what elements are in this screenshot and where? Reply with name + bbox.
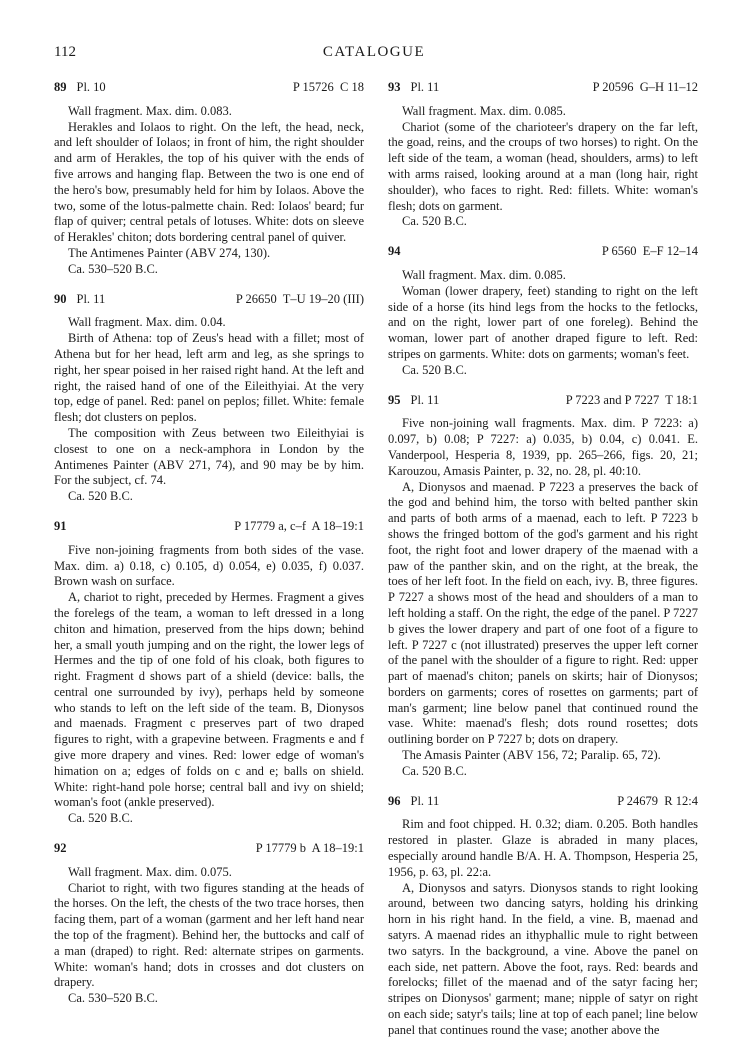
entry-paragraph: Herakles and Iolaos to right. On the left, the head, neck, and left shoulder of Iolaos; in front of him, the right shoulder and arm of Herakles, the top of his quiver with the ends of five arrows and hanging flap. Between the two is one end of the hero's bow, presumably held for him by Iolaos. Above the two, some of the lotus-palmette chain. Red: Iolaos' beard; fur flap of quiver; central petals of lotuses. White: dots on sleeve of Herakles' chiton; dots bordering central panel of quiver. bbox=[54, 119, 364, 245]
entry-paragraph: Five non-joining fragments from both sides of the vase. Max. dim. a) 0.18, c) 0.105, d) 0.054, e) 0.035, f) 0.037. Brown wash on surface. bbox=[54, 542, 364, 589]
entry-paragraph: Five non-joining wall fragments. Max. dim. P 7223: a) 0.097, b) 0.08; P 7227: a) 0.035, b) 0.04, c) 0.041. E. Vanderpool, Hesperia 8, 1939, pp. 265–266, figs. 20, 21; Karouzou, Amasis Painter, p. 32, no. 28, pl. 40:10. bbox=[388, 416, 698, 478]
entry-heading bbox=[54, 519, 364, 535]
entry-heading bbox=[54, 292, 364, 308]
inventory-reference: P 6560 E–F 12–14 bbox=[601, 244, 698, 259]
entry-paragraph: The composition with Zeus between two Eileithyiai is closest to one on a neck-amphora in London by the Antimenes Painter (ABV 271, 74), and 90 may be by him. For the subject, cf. 74. bbox=[54, 425, 364, 488]
plate-reference: Pl. 11 bbox=[410, 392, 440, 407]
entry-paragraph: Wall fragment. Max. dim. 0.085. bbox=[402, 103, 566, 118]
plate-reference: Pl. 11 bbox=[410, 793, 440, 808]
entry-paragraph: Ca. 520 B.C. bbox=[68, 489, 133, 504]
inventory-reference: P 17779 a, c–f A 18–19:1 bbox=[234, 518, 364, 533]
entry-paragraph: Woman (lower drapery, feet) standing to right on the left side of a horse (its hind legs from the hocks to the fetlocks, and on the right, lower part of one foreleg). Behind the woman, lower part of another draped figure to left. Red: stripes on garments. White: dots on garments; woman's feet. bbox=[388, 283, 698, 361]
entry-heading bbox=[54, 80, 364, 96]
entry-paragraph: Wall fragment. Max. dim. 0.083. bbox=[68, 103, 232, 118]
left-column bbox=[54, 80, 364, 1021]
catalogue-entry bbox=[54, 80, 364, 278]
entry-number: 90 bbox=[54, 291, 67, 306]
plate-reference: Pl. 10 bbox=[76, 80, 106, 94]
entry-paragraph: Ca. 520 B.C. bbox=[68, 811, 133, 826]
entry-paragraph: Chariot (some of the charioteer's drapery on the far left, the goad, reins, and the croups of two horses) to right. On the left side of the team, a woman (head, shoulders, arms) to left with arms raised, looking around at a man (long hair, right shoulder), who faces to right. Red: fillets. White: woman's flesh; dots on garment. bbox=[388, 119, 698, 213]
catalogue-entry bbox=[388, 80, 698, 230]
entry-heading bbox=[388, 393, 698, 409]
catalogue-entry bbox=[388, 393, 698, 780]
entry-paragraph: Ca. 530–520 B.C. bbox=[68, 261, 158, 276]
catalogue-entry bbox=[388, 244, 698, 378]
catalogue-entry bbox=[388, 794, 698, 1039]
entry-paragraph: Wall fragment. Max. dim. 0.075. bbox=[68, 864, 232, 879]
inventory-reference: P 24679 R 12:4 bbox=[617, 793, 698, 808]
entry-paragraph: A, chariot to right, preceded by Hermes. Fragment a gives the forelegs of the team, a woman to left dressed in a long chiton and himation, preserved from the hips down; behind her, a small youth jumping and on the right, the lower legs of Hermes and the tip of one fold of his cloak, both figures to right. Fragment d shows part of a shield (device: balls, the central one surrounded by ivy), perhaps held by someone who stands to left on the left side of the team. B, Dionysos and maenads. Fragment c preserves part of two draped figures to right, with a grapevine between. Fragments e and f give more drapery and vines. Red: lower edge of woman's himation on a; edges of folds on c and e; balls on shield. White: right-hand pole horse; central ball and ivy on shield; woman's foot (ankle preserved). bbox=[54, 590, 364, 810]
entry-paragraph: Ca. 530–520 B.C. bbox=[68, 991, 158, 1006]
entry-paragraph: A, Dionysos and maenad. P 7223 a preserves the back of the god and behind him, the torso with belted panther skin and parts of both arms of a maenad, each to left. P 7223 b shows the fringed bottom of the god's garment and his right foot, the right foot and lower drapery of the maenad with a paw of the panther skin, and on the right, at the break, the toes of her left foot. In the field on each, ivy. B, three figures. P 7227 a shows most of the head and shoulders of a man to left holding a staff. On the right, the edge of the panel. P 7227 b gives the lower drapery and part of one foot of a figure to left. P 7227 c (not illustrated) preserves the upper left corner of the panel with the shoulder of a figure to right. Red: upper part of maenad's chiton; panels on skirts; hair of Dionysos; borders on garments; cores of rosettes on garments; part of man's garment; line below panel that continued round the vase. White: maenad's flesh; dots round rosettes; dots outlining border on P 7227 b; dots on drapery. bbox=[388, 479, 698, 747]
page-header bbox=[54, 44, 694, 64]
entry-paragraph: Chariot to right, with two figures standing at the heads of the horses. On the left, the chests of the two trace horses, then facing them, part of a woman (garment and her left hand near the top of the fragment). Behind her, the buttocks and calf of a man (draped) to right. Red: alternate stripes on garments. White: woman's hand; dots in crosses and dot clusters on drapery. bbox=[54, 880, 364, 990]
entry-heading bbox=[388, 794, 698, 810]
entry-heading bbox=[388, 244, 698, 260]
entry-paragraph: Ca. 520 B.C. bbox=[402, 362, 467, 377]
inventory-reference: P 15726 C 18 bbox=[292, 80, 364, 94]
inventory-reference: P 7223 and P 7227 T 18:1 bbox=[565, 392, 698, 407]
entry-paragraph: Birth of Athena: top of Zeus's head with a fillet; most of Athena but for her head, left arm and leg, as she springs to right, her spear poised in her raised right hand. At the left and right, the raised hand of one of the Eileithyiai. At the very top, edge of panel. Red: panel on peplos; fillet. White: female flesh; dot clusters on peplos. bbox=[54, 331, 364, 425]
right-column bbox=[388, 80, 698, 1053]
catalogue-entry bbox=[54, 841, 364, 1007]
entry-number: 93 bbox=[388, 80, 401, 94]
inventory-reference: P 20596 G–H 11–12 bbox=[592, 80, 698, 94]
entry-paragraph: Ca. 520 B.C. bbox=[402, 214, 467, 229]
plate-reference: Pl. 11 bbox=[410, 80, 440, 94]
inventory-reference: P 17779 b A 18–19:1 bbox=[255, 841, 364, 856]
catalogue-entry bbox=[54, 519, 364, 827]
entry-number: 94 bbox=[388, 244, 401, 259]
entry-number: 89 bbox=[54, 80, 67, 94]
entry-number: 91 bbox=[54, 518, 67, 533]
entry-paragraph: Ca. 520 B.C. bbox=[402, 763, 467, 778]
entry-paragraph: The Antimenes Painter (ABV 274, 130). bbox=[68, 245, 271, 260]
entry-heading bbox=[54, 841, 364, 857]
running-title: CATALOGUE bbox=[322, 44, 426, 60]
catalogue-entry bbox=[54, 292, 364, 505]
inventory-reference: P 26650 T–U 19–20 (III) bbox=[235, 291, 364, 306]
entry-number: 96 bbox=[388, 793, 401, 808]
entry-paragraph: Wall fragment. Max. dim. 0.085. bbox=[402, 267, 566, 282]
entry-heading bbox=[388, 80, 698, 96]
entry-paragraph: Wall fragment. Max. dim. 0.04. bbox=[68, 315, 226, 330]
entry-paragraph: A, Dionysos and satyrs. Dionysos stands to right looking around, between two dancing satyrs, holding his drinking horn in his right hand. In the field, a vine. B, maenad and satyrs. A maenad rides an ithyphallic mule to right between two satyrs. In the background, a vine. Above the panel on each side, net pattern. Above the foot, rays. Red: beards and forelocks; fillet of the maenad and of the satyr facing her; stripes on Dionysos' garment; mane; nipple of satyr on right on each side; satyr's tails; line at top of each panel; line below panel that continues round the vase; another above the bbox=[388, 880, 698, 1037]
entry-paragraph: The Amasis Painter (ABV 156, 72; Paralip. 65, 72). bbox=[402, 748, 661, 763]
plate-reference: Pl. 11 bbox=[76, 291, 106, 306]
entry-number: 95 bbox=[388, 392, 401, 407]
page-number: 112 bbox=[54, 44, 76, 60]
entry-paragraph: Rim and foot chipped. H. 0.32; diam. 0.205. Both handles restored in plaster. Glaze is abraded in many places, especially around handle B/A. H. A. Thompson, Hesperia 25, 1956, p. 63, pl. 22:a. bbox=[388, 817, 698, 879]
entry-number: 92 bbox=[54, 841, 67, 856]
